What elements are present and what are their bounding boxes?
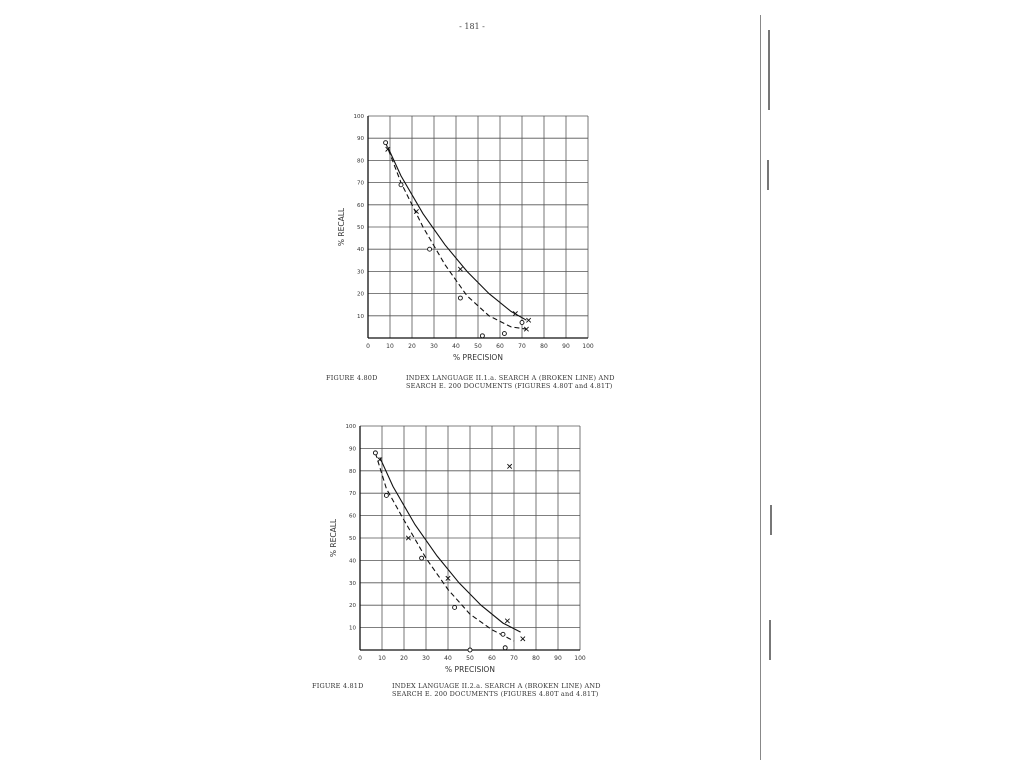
data-point-circle [468,648,472,652]
x-tick-label: 60 [488,655,496,662]
figure-label-1: FIGURE 4.80D [326,374,378,382]
data-point-circle [458,296,462,300]
y-axis-label: % RECALL [329,518,338,558]
y-tick-label: 40 [357,247,364,254]
data-point-circle [428,247,432,251]
x-tick-label: 90 [562,343,570,350]
recall-precision-chart-1 [320,108,610,368]
data-point-circle [384,141,388,145]
y-axis-label: % RECALL [337,207,346,247]
x-axis-label: % PRECISION [453,353,503,362]
y-tick-label: 20 [349,603,356,610]
data-point-circle [501,632,505,636]
y-tick-label: 70 [349,491,356,498]
x-tick-label: 60 [496,343,504,350]
figure-caption-text-2: INDEX LANGUAGE II.2.a. SEARCH A (BROKEN LINE) AND SEARCH E. 200 DOCUMENTS (FIGURES 4.80T and 4.81T) [392,682,601,698]
page-number: - 181 - [459,22,485,31]
y-tick-label: 90 [357,136,364,143]
y-tick-label: 20 [357,291,364,298]
x-tick-label: 0 [366,343,370,350]
y-tick-label: 40 [349,558,356,565]
y-tick-label: 50 [357,225,364,231]
y-tick-label: 100 [353,114,364,120]
y-tick-label: 10 [357,313,364,320]
y-tick-label: 10 [349,625,356,632]
data-point-circle [399,183,403,187]
data-point-circle [502,332,506,336]
dashed-curve [375,453,514,641]
data-point-circle [520,320,524,324]
data-point-circle [384,493,388,497]
x-tick-label: 20 [408,343,416,350]
recall-precision-chart-2 [312,418,602,680]
x-tick-label: 40 [452,343,460,350]
x-tick-label: 50 [474,343,482,350]
y-tick-label: 90 [349,446,356,453]
data-point-x [507,464,511,468]
x-tick-label: 10 [386,343,394,350]
x-tick-label: 70 [518,343,526,350]
data-point-circle [420,556,424,560]
figure-caption-text-1: INDEX LANGUAGE II.1.a. SEARCH A (BROKEN LINE) AND SEARCH E. 200 DOCUMENTS (FIGURES 4.80T and 4.81T) [406,374,615,390]
solid-curve [380,457,521,632]
y-tick-label: 100 [345,424,356,430]
y-tick-label: 70 [357,180,364,187]
x-tick-label: 70 [510,655,518,662]
y-tick-label: 80 [349,468,356,475]
data-point-circle [373,451,377,455]
page-edge-line [760,15,761,760]
data-point-x [526,318,530,322]
figure-label-2: FIGURE 4.81D [312,682,364,690]
x-tick-label: 40 [444,655,452,662]
data-point-circle [503,646,507,650]
x-tick-label: 50 [466,655,474,662]
data-point-x [521,637,525,641]
page-edge-mark [769,620,771,660]
page-edge-mark [768,30,770,110]
figure-caption-2 [312,682,632,710]
x-tick-label: 80 [532,655,540,662]
y-tick-label: 30 [349,580,356,587]
data-point-circle [480,334,484,338]
data-point-circle [453,605,457,609]
x-tick-label: 80 [540,343,548,350]
page-edge-mark [767,160,769,190]
y-tick-label: 60 [349,513,356,520]
y-tick-label: 80 [357,158,364,165]
x-tick-label: 100 [582,343,594,350]
x-tick-label: 20 [400,655,408,662]
x-tick-label: 30 [430,343,438,350]
x-tick-label: 100 [574,655,586,662]
figure-caption-1 [326,374,646,402]
x-axis-label: % PRECISION [445,665,495,674]
data-point-x [458,267,462,271]
x-tick-label: 90 [554,655,562,662]
x-tick-label: 10 [378,655,386,662]
y-tick-label: 50 [349,536,356,542]
y-tick-label: 60 [357,202,364,209]
page-edge-mark [770,505,772,535]
x-tick-label: 0 [358,655,362,662]
data-point-x [505,619,509,623]
y-tick-label: 30 [357,269,364,276]
x-tick-label: 30 [422,655,430,662]
solid-curve [388,147,527,320]
